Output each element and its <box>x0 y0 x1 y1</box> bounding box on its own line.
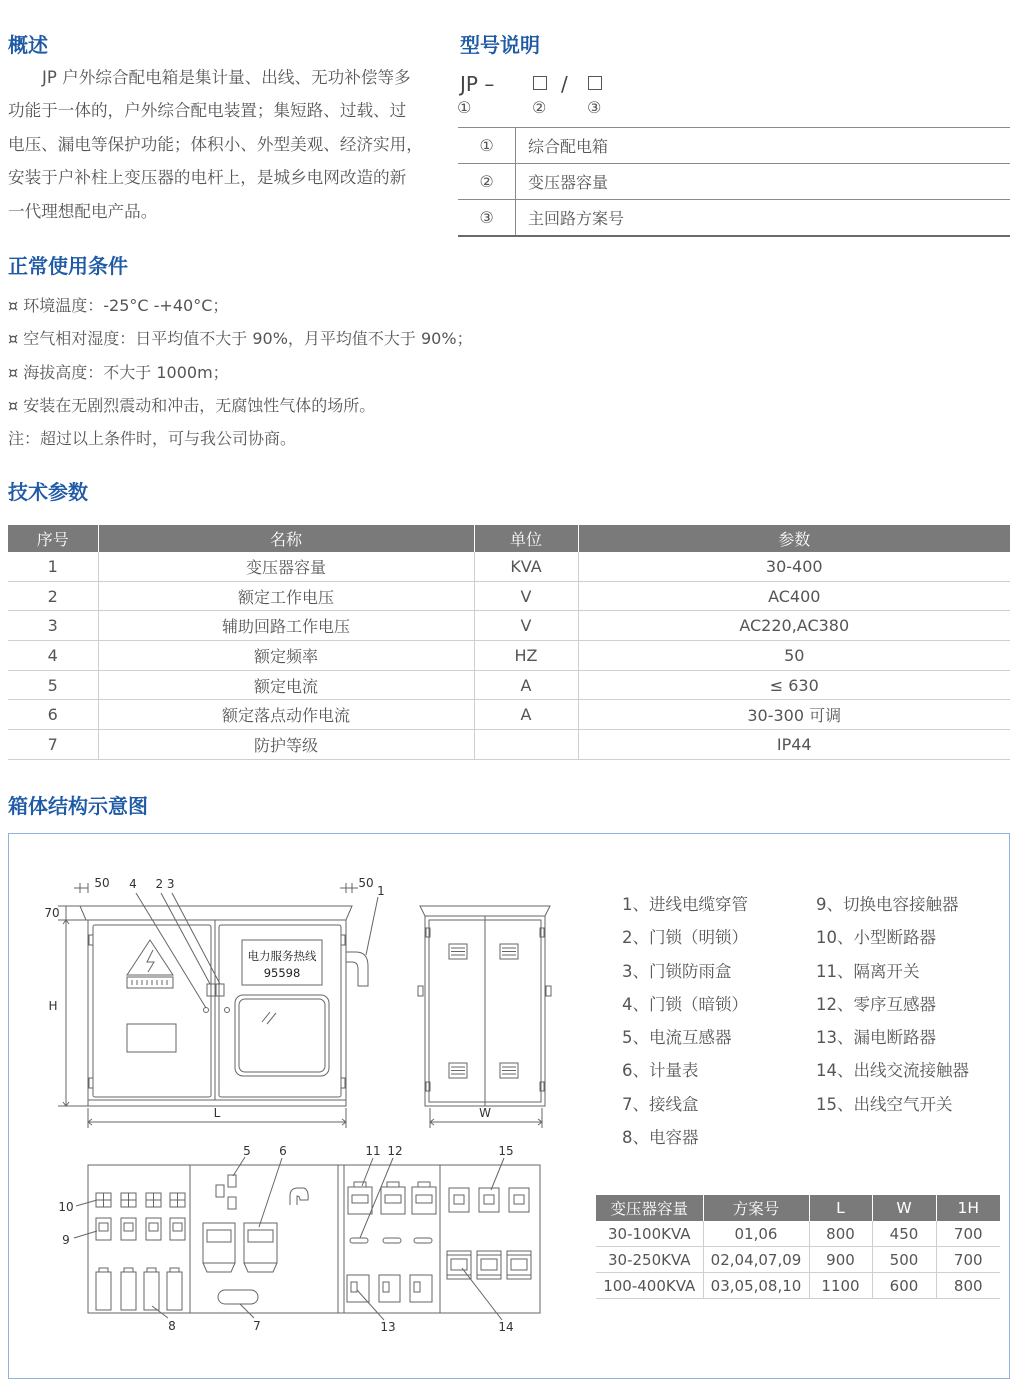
model-row-num: ① <box>458 128 516 164</box>
callout-label: 1 <box>377 884 385 898</box>
callout-label: 6 <box>279 1144 287 1158</box>
overview-line: 一代理想配电产品。 <box>8 201 158 221</box>
overview-line: 功能于一体的，户外综合配电装置；集短路、过载、过 <box>8 101 407 121</box>
legend-item: 4、门锁（暗锁） <box>622 994 748 1014</box>
column-header: 序号 <box>8 525 98 552</box>
dimension-label: W <box>479 1106 491 1120</box>
model-code-prefix: JP – <box>460 72 495 96</box>
meter-window-glass <box>239 999 325 1072</box>
table-row <box>8 641 1010 671</box>
front-view <box>58 883 378 1128</box>
interior-left-labels <box>58 1144 286 1333</box>
spec-table <box>596 1195 1000 1299</box>
dimension-line <box>58 906 86 920</box>
model-marker: ② <box>532 98 547 117</box>
table-row <box>8 700 1010 730</box>
table-cell: 800 <box>936 1273 1000 1299</box>
cell-name: 额定工作电压 <box>98 581 474 611</box>
model-marker: ① <box>457 98 472 117</box>
model-row-text: 综合配电箱 <box>516 128 1011 164</box>
hinge <box>89 1078 93 1088</box>
cell-unit: A <box>474 670 578 700</box>
callout-label: 12 <box>387 1144 403 1158</box>
junction-box <box>218 1290 258 1304</box>
cell-name: 额定电流 <box>98 670 474 700</box>
legend-item: 3、门锁防雨盒 <box>622 961 732 981</box>
vent-grill-icon <box>449 944 467 959</box>
warning-plate <box>127 977 173 988</box>
hinge <box>89 935 93 945</box>
dimension-line <box>74 883 88 893</box>
column-header: L <box>809 1195 872 1221</box>
side-roof <box>420 906 550 916</box>
leakage-breakers <box>347 1275 432 1302</box>
overview-title: 概述 <box>8 33 48 57</box>
table-cell: 03,05,08,10 <box>703 1273 809 1299</box>
side-view <box>418 906 551 1128</box>
service-sign-line2: 95598 <box>263 966 301 980</box>
table-cell: 700 <box>936 1247 1000 1273</box>
legend-item: 2、门锁（明锁） <box>622 928 748 948</box>
legend-item: 12、零序互感器 <box>816 994 936 1014</box>
cell-unit <box>474 730 578 760</box>
model-title: 型号说明 <box>460 33 540 57</box>
cell-name: 变压器容量 <box>98 552 474 581</box>
list-item: ¤ 空气相对湿度：日平均值不大于 90%，月平均值不大于 90%； <box>8 329 473 349</box>
left-door-window <box>127 1024 176 1052</box>
table-row <box>8 581 1010 611</box>
cell-value: ≤ 630 <box>578 670 1010 700</box>
hinge <box>341 935 345 945</box>
callout-label: 8 <box>168 1319 176 1333</box>
callout-label: 9 <box>62 1233 70 1247</box>
dimension-label: L <box>213 1106 221 1120</box>
lock-rain-box <box>216 984 224 996</box>
capacitors <box>96 1268 182 1310</box>
table-row <box>8 730 1010 760</box>
table-cell: 900 <box>809 1247 872 1273</box>
conditions-title: 正常使用条件 <box>8 254 128 278</box>
model-table <box>458 127 1010 237</box>
structure-title: 箱体结构示意图 <box>8 794 148 818</box>
cabinet-structure-drawing <box>30 860 570 1340</box>
legend-item: 6、计量表 <box>622 1061 699 1081</box>
inlet-cable-pipe <box>290 1188 308 1205</box>
conditions-list <box>8 289 473 455</box>
table-cell: 450 <box>872 1221 936 1247</box>
legend-item: 7、接线盒 <box>622 1094 699 1114</box>
cell-no: 1 <box>8 552 98 581</box>
table-row <box>458 164 1010 200</box>
table-cell: 02,04,07,09 <box>703 1247 809 1273</box>
legend-item: 1、进线电缆穿管 <box>622 895 748 914</box>
legend-item: 11、隔离开关 <box>816 961 920 981</box>
vent-grill-icon <box>500 944 518 959</box>
list-item: ¤ 安装在无剧烈震动和冲击，无腐蚀性气体的场所。 <box>8 395 376 415</box>
cell-name: 额定落点动作电流 <box>98 700 474 730</box>
current-transformers <box>216 1175 236 1209</box>
legend-item: 13、漏电断路器 <box>816 1028 936 1048</box>
dimension-line <box>340 883 358 893</box>
cell-value: 30-300 可调 <box>578 700 1010 730</box>
hinge <box>341 1078 345 1088</box>
outgoing-contactors <box>447 1251 531 1279</box>
table-row <box>8 670 1010 700</box>
table-cell: 600 <box>872 1273 936 1299</box>
cell-name: 防护等级 <box>98 730 474 760</box>
callout-label: 2 3 <box>155 877 175 891</box>
table-row <box>596 1273 1000 1299</box>
callout-label: 13 <box>380 1320 396 1334</box>
table-row <box>458 200 1010 237</box>
cell-no: 2 <box>8 581 98 611</box>
callout-label: 15 <box>498 1144 514 1158</box>
table-cell: 700 <box>936 1221 1000 1247</box>
meter-window <box>235 995 329 1076</box>
side-handle <box>418 986 423 996</box>
vent-grill-icon <box>449 1063 467 1078</box>
model-marker: ③ <box>587 98 602 117</box>
callout-label: 11 <box>365 1144 381 1158</box>
dimension-label: 70 <box>44 906 60 920</box>
table-cell: 1100 <box>809 1273 872 1299</box>
inlet-cable-pipe <box>346 952 368 986</box>
cell-no: 3 <box>8 611 98 641</box>
energy-meters <box>203 1223 277 1272</box>
table-cell: 30-250KVA <box>596 1247 703 1273</box>
callout-label: 7 <box>253 1319 261 1333</box>
cell-no: 4 <box>8 641 98 671</box>
door-lock <box>225 1008 230 1013</box>
callout-label: 4 <box>129 877 137 891</box>
cell-value: 50 <box>578 641 1010 671</box>
service-sign-line1: 电力服务热线 <box>247 949 317 963</box>
model-row-text: 变压器容量 <box>516 164 1011 200</box>
left-door <box>93 925 211 1097</box>
tech-table <box>8 525 1010 760</box>
column-header: 1H <box>936 1195 1000 1221</box>
leader-line <box>136 893 206 1008</box>
cell-unit: HZ <box>474 641 578 671</box>
overview-line: 安装于户补柱上变压器的电杆上，是城乡电网改造的新 <box>8 168 407 188</box>
legend-column-right <box>816 888 969 1121</box>
table-cell: 30-100KVA <box>596 1221 703 1247</box>
front-roof <box>80 906 352 920</box>
cell-value: 30-400 <box>578 552 1010 581</box>
legend-item: 9、切换电容接触器 <box>816 895 959 914</box>
table-cell: 500 <box>872 1247 936 1273</box>
dimension-label: 50 <box>358 876 374 890</box>
cell-no: 5 <box>8 670 98 700</box>
callout-label: 14 <box>498 1320 514 1334</box>
side-handle <box>546 986 551 996</box>
callout-label: 5 <box>243 1144 251 1158</box>
column-header: 单位 <box>474 525 578 552</box>
model-row-num: ③ <box>458 200 516 237</box>
dimension-label: H <box>48 999 58 1013</box>
cell-no: 7 <box>8 730 98 760</box>
overview-paragraph <box>8 61 438 228</box>
column-header: 名称 <box>98 525 474 552</box>
column-header: 参数 <box>578 525 1010 552</box>
table-row <box>596 1247 1000 1273</box>
cell-unit: V <box>474 611 578 641</box>
zero-sequence-transformers <box>350 1238 432 1243</box>
capacitor-contactors <box>96 1218 185 1240</box>
legend-column-left <box>622 888 748 1154</box>
isolating-switches <box>348 1182 436 1214</box>
column-header: 方案号 <box>703 1195 809 1221</box>
interior-left-view <box>74 1157 344 1318</box>
cell-name: 辅助回路工作电压 <box>98 611 474 641</box>
model-code-box-capacity <box>533 76 547 90</box>
table-row <box>596 1221 1000 1247</box>
cell-no: 6 <box>8 700 98 730</box>
cell-value: AC220,AC380 <box>578 611 1010 641</box>
model-row-text: 主回路方案号 <box>516 200 1011 237</box>
tech-title: 技术参数 <box>8 480 88 504</box>
legend-item: 15、出线空气开关 <box>816 1094 953 1114</box>
legend-item: 10、小型断路器 <box>816 928 936 948</box>
vent-grill-icon <box>500 1063 518 1078</box>
table-row <box>458 128 1010 164</box>
dimension-label: 50 <box>94 876 110 890</box>
front-body <box>88 920 346 1106</box>
legend-item: 5、电流互感器 <box>622 1028 732 1048</box>
model-row-num: ② <box>458 164 516 200</box>
leader-line <box>366 897 378 955</box>
legend-item: 14、出线交流接触器 <box>816 1061 969 1081</box>
table-header-row <box>8 525 1010 552</box>
callout-label: 10 <box>58 1200 74 1214</box>
leader-line <box>74 1157 282 1318</box>
warning-triangle-icon <box>127 940 173 975</box>
table-row <box>8 552 1010 581</box>
column-header: 变压器容量 <box>596 1195 703 1221</box>
table-header-row <box>596 1195 1000 1221</box>
overview-line: JP 户外综合配电箱是集计量、出线、无功补偿等多 <box>42 68 411 87</box>
cell-value: IP44 <box>578 730 1010 760</box>
cell-unit: A <box>474 700 578 730</box>
cell-unit: V <box>474 581 578 611</box>
cell-unit: KVA <box>474 552 578 581</box>
list-item: ¤ 环境温度：-25°C -+40°C； <box>8 296 229 315</box>
table-cell: 01,06 <box>703 1221 809 1247</box>
interior-right-view <box>338 1158 540 1320</box>
conditions-note: 注：超过以上条件时，可与我公司协商。 <box>8 429 297 449</box>
lightning-icon <box>147 950 154 972</box>
door-lock-hidden <box>204 1008 209 1013</box>
legend-item: 8、电容器 <box>622 1128 699 1148</box>
glass-reflection-marks <box>262 1012 276 1024</box>
warning-plate-marks <box>132 980 167 985</box>
outgoing-air-switches <box>449 1188 529 1212</box>
miniature-breakers <box>96 1193 185 1207</box>
list-item: ¤ 海拔高度：不大于 1000m； <box>8 362 229 382</box>
table-cell: 100-400KVA <box>596 1273 703 1299</box>
model-code-box-scheme <box>588 76 602 90</box>
table-row <box>8 611 1010 641</box>
overview-line: 电压、漏电等保护功能；体积小、外型美观、经济实用， <box>8 134 423 154</box>
dimension-line <box>58 920 88 1106</box>
model-code-slash: / <box>561 72 568 96</box>
table-cell: 800 <box>809 1221 872 1247</box>
cell-name: 额定频率 <box>98 641 474 671</box>
cell-value: AC400 <box>578 581 1010 611</box>
column-header: W <box>872 1195 936 1221</box>
